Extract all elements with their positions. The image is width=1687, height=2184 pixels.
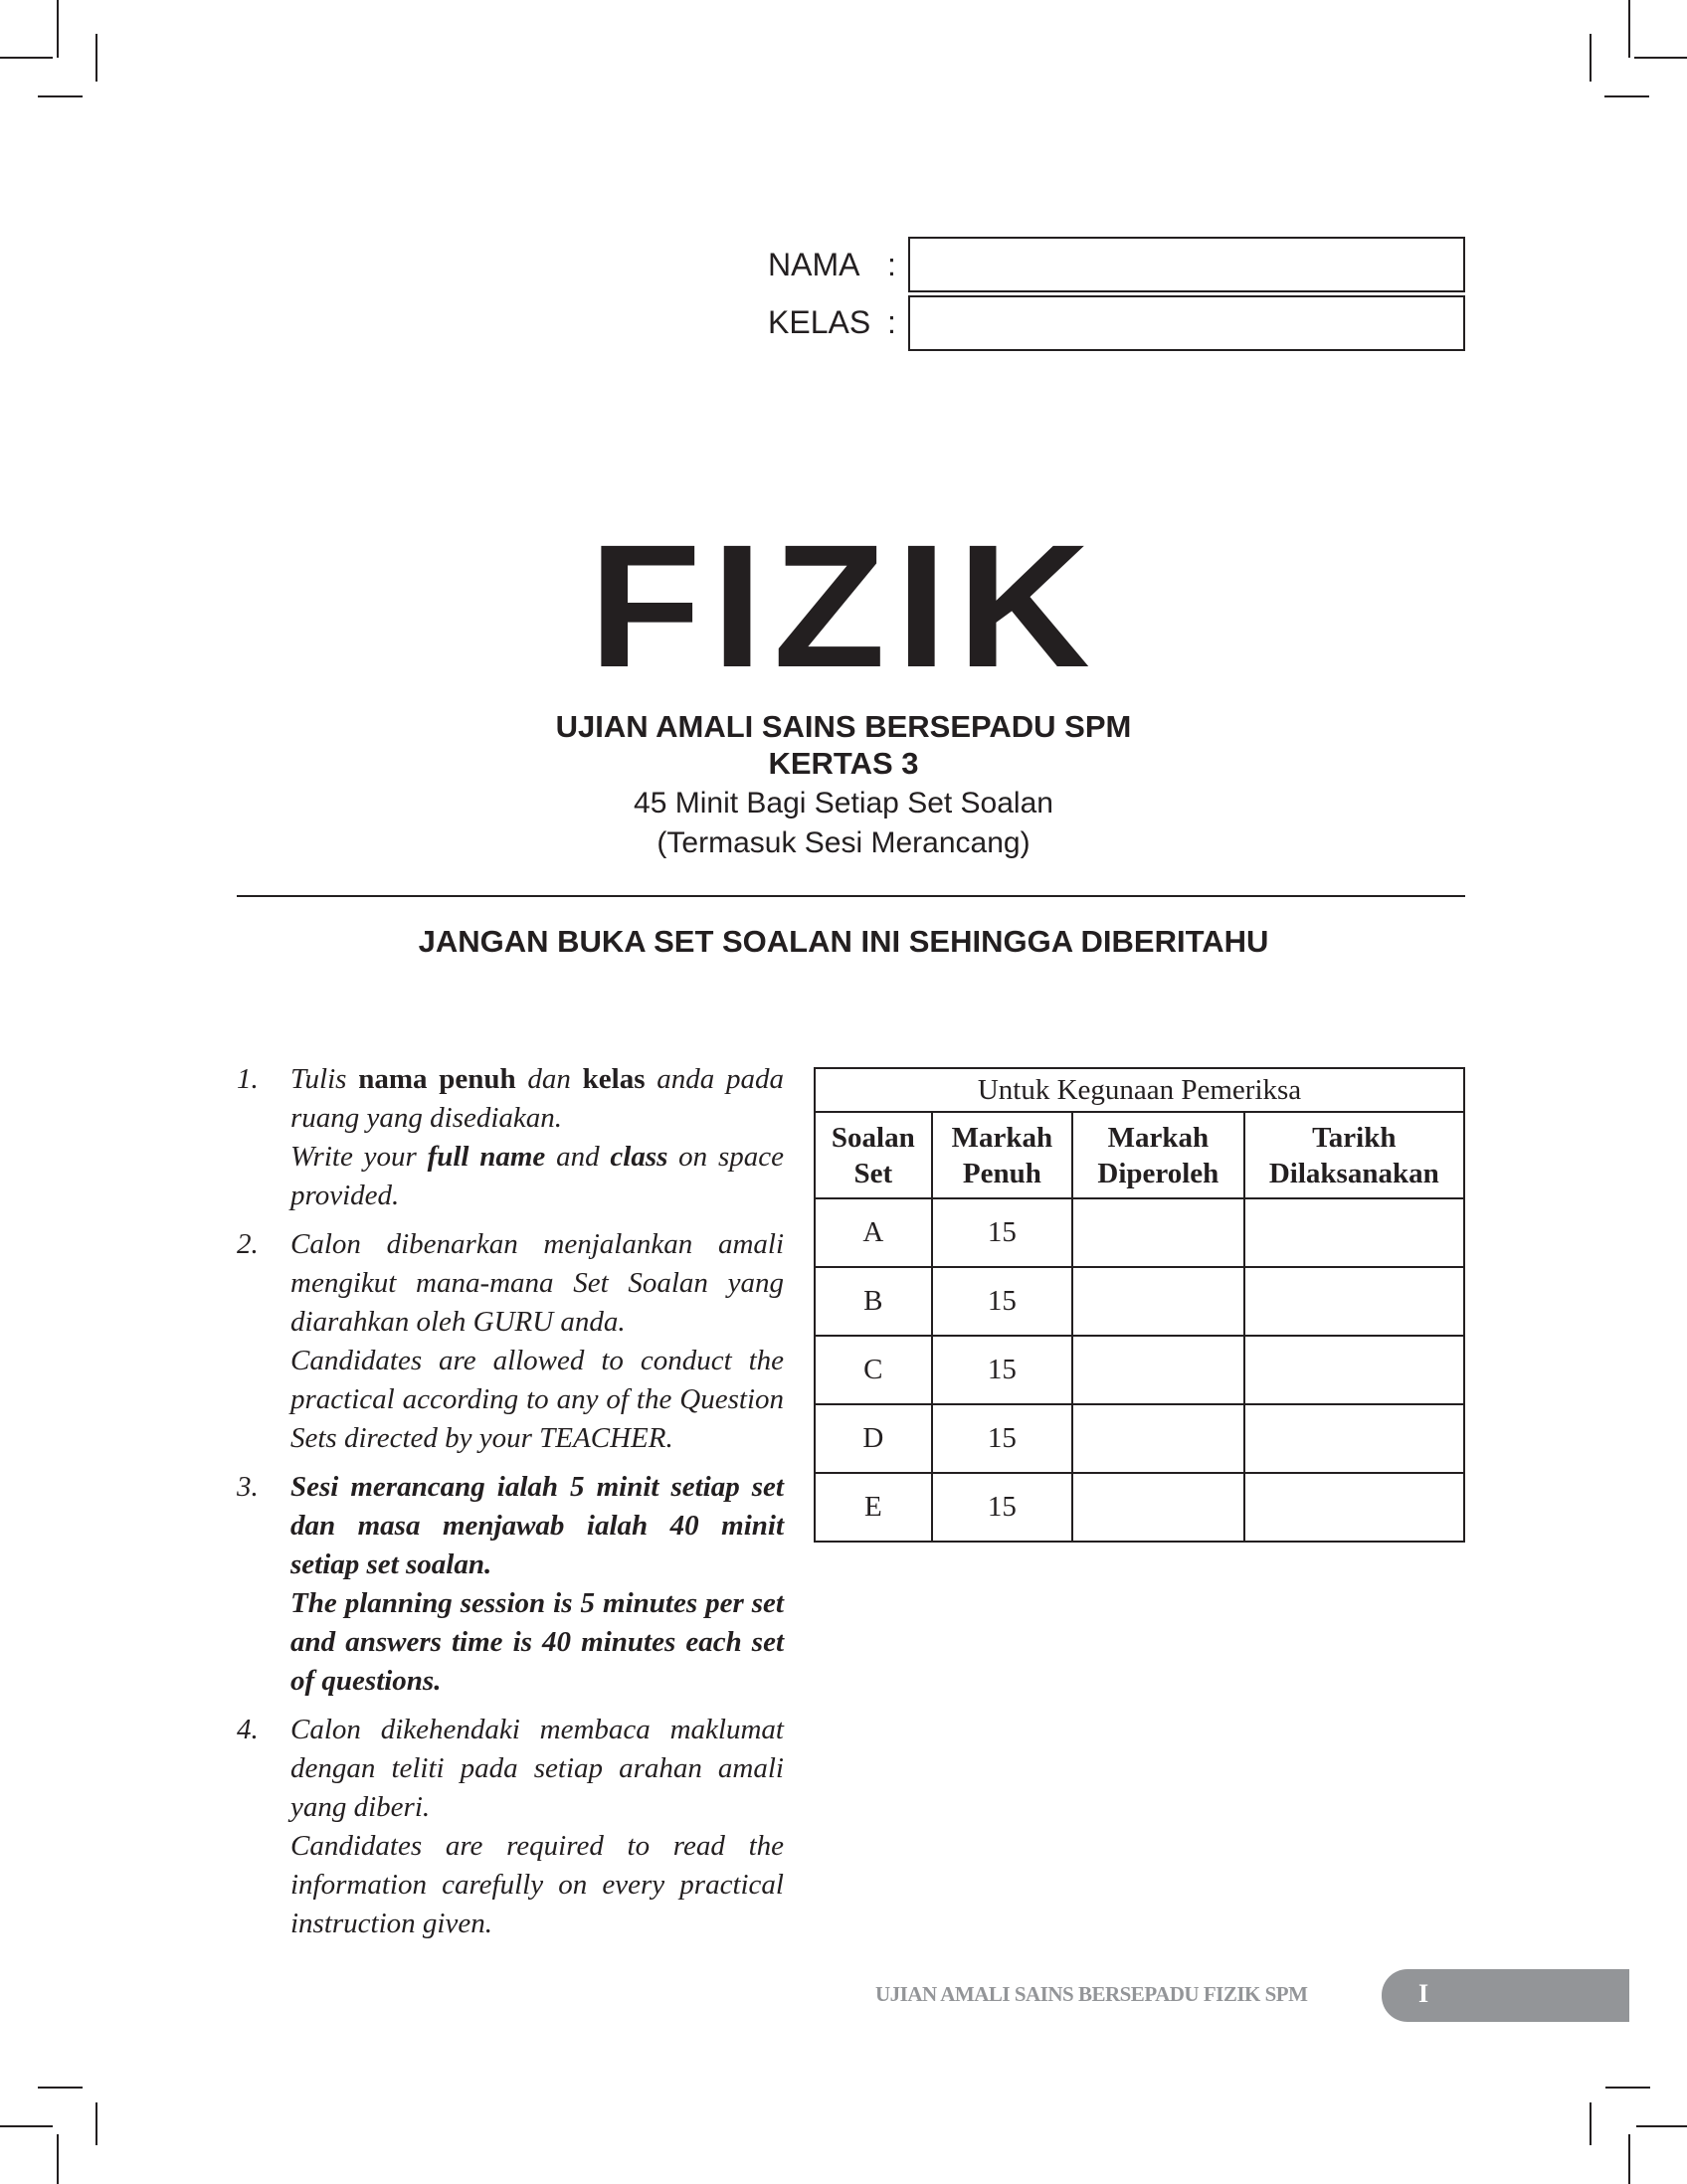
table-row bbox=[815, 1404, 1464, 1473]
crop-mark bbox=[1590, 2102, 1592, 2145]
full-marks-cell: 15 bbox=[932, 1336, 1073, 1404]
instruction-text-ms: Calon dibenarkan menjalankan amali mengikut mana-mana Set Soalan yang diarahkan oleh GURU anda. bbox=[290, 1228, 784, 1338]
page-tab bbox=[1382, 1969, 1629, 2022]
obtained-marks-cell[interactable] bbox=[1072, 1473, 1243, 1542]
class-colon: : bbox=[887, 304, 896, 340]
crop-mark bbox=[0, 2125, 53, 2127]
instruction-text-en: Candidates are allowed to conduct the practical according to any of the Question Sets directed by your TEACHER. bbox=[290, 1345, 784, 1454]
instruction-number: 2. bbox=[237, 1228, 259, 1260]
obtained-marks-cell[interactable] bbox=[1072, 1336, 1243, 1404]
table-row bbox=[815, 1336, 1464, 1404]
crop-mark bbox=[38, 2087, 83, 2089]
instruction-item bbox=[237, 1060, 784, 1215]
instruction-text-ms: Sesi merancang ialah 5 minit setiap set dan masa menjawab ialah 40 minit setiap set soalan. bbox=[290, 1471, 784, 1580]
crop-mark bbox=[1604, 95, 1649, 97]
date-cell[interactable] bbox=[1244, 1267, 1464, 1336]
duration-note: (Termasuk Sesi Merancang) bbox=[656, 826, 1031, 859]
column-header: Markah Penuh bbox=[932, 1112, 1073, 1198]
date-cell[interactable] bbox=[1244, 1198, 1464, 1267]
name-label: NAMA bbox=[768, 247, 860, 282]
obtained-marks-cell[interactable] bbox=[1072, 1198, 1243, 1267]
name-colon: : bbox=[887, 247, 896, 282]
table-row bbox=[815, 1473, 1464, 1542]
crop-mark bbox=[1634, 57, 1687, 59]
set-cell: D bbox=[815, 1404, 932, 1473]
class-field[interactable] bbox=[908, 295, 1465, 351]
full-marks-cell: 15 bbox=[932, 1404, 1073, 1473]
full-marks-cell: 15 bbox=[932, 1198, 1073, 1267]
column-header: Soalan Set bbox=[815, 1112, 932, 1198]
warning-notice: JANGAN BUKA SET SOALAN INI SEHINGGA DIBERITAHU bbox=[418, 924, 1269, 959]
duration: 45 Minit Bagi Setiap Set Soalan bbox=[634, 787, 1053, 819]
instruction-item bbox=[237, 1711, 784, 1943]
instructions-list bbox=[237, 1060, 784, 1953]
crop-mark bbox=[1628, 0, 1630, 58]
instruction-item bbox=[237, 1468, 784, 1701]
table-row bbox=[815, 1267, 1464, 1336]
footer-title: UJIAN AMALI SAINS BERSEPADU FIZIK SPM bbox=[875, 1982, 1308, 2006]
crop-mark bbox=[38, 95, 83, 97]
name-field[interactable] bbox=[908, 237, 1465, 292]
instruction-text-ms: Tulis nama penuh dan kelas anda pada ruang yang disediakan. bbox=[290, 1063, 784, 1134]
column-header: Tarikh Dilaksanakan bbox=[1244, 1112, 1464, 1198]
table-row bbox=[815, 1198, 1464, 1267]
instruction-text-en: Write your full name and class on space provided. bbox=[290, 1141, 784, 1211]
crop-mark bbox=[95, 34, 97, 82]
full-marks-cell: 15 bbox=[932, 1267, 1073, 1336]
instruction-text-en: The planning session is 5 minutes per set and answers time is 40 minutes each set of questions. bbox=[290, 1587, 784, 1697]
crop-mark bbox=[95, 2102, 97, 2145]
subject-title: FIZIK bbox=[589, 509, 1101, 704]
exam-name: UJIAN AMALI SAINS BERSEPADU SPM bbox=[555, 709, 1132, 744]
paper-number: KERTAS 3 bbox=[768, 746, 919, 781]
set-cell: A bbox=[815, 1198, 932, 1267]
crop-mark bbox=[1590, 34, 1592, 82]
date-cell[interactable] bbox=[1244, 1404, 1464, 1473]
crop-mark bbox=[57, 2134, 59, 2184]
examiner-table bbox=[814, 1067, 1465, 1543]
crop-mark bbox=[1628, 2134, 1630, 2184]
obtained-marks-cell[interactable] bbox=[1072, 1404, 1243, 1473]
instruction-text-en: Candidates are required to read the information carefully on every practical instruction given. bbox=[290, 1830, 784, 1939]
crop-mark bbox=[0, 57, 53, 59]
set-cell: C bbox=[815, 1336, 932, 1404]
crop-mark bbox=[1605, 2087, 1650, 2089]
column-header: Markah Diperoleh bbox=[1072, 1112, 1243, 1198]
date-cell[interactable] bbox=[1244, 1336, 1464, 1404]
class-label: KELAS bbox=[768, 304, 871, 340]
set-cell: E bbox=[815, 1473, 932, 1542]
table-caption: Untuk Kegunaan Pemeriksa bbox=[815, 1068, 1464, 1112]
instruction-text-ms: Calon dikehendaki membaca maklumat dengan teliti pada setiap arahan amali yang diberi. bbox=[290, 1714, 784, 1823]
instruction-item bbox=[237, 1225, 784, 1458]
instruction-number: 3. bbox=[237, 1471, 259, 1503]
obtained-marks-cell[interactable] bbox=[1072, 1267, 1243, 1336]
full-marks-cell: 15 bbox=[932, 1473, 1073, 1542]
set-cell: B bbox=[815, 1267, 932, 1336]
date-cell[interactable] bbox=[1244, 1473, 1464, 1542]
page-number: I bbox=[1418, 1979, 1429, 2008]
instruction-number: 4. bbox=[237, 1714, 259, 1745]
instruction-number: 1. bbox=[237, 1063, 259, 1095]
crop-mark bbox=[1636, 2125, 1687, 2127]
divider bbox=[237, 895, 1465, 897]
crop-mark bbox=[57, 0, 59, 58]
